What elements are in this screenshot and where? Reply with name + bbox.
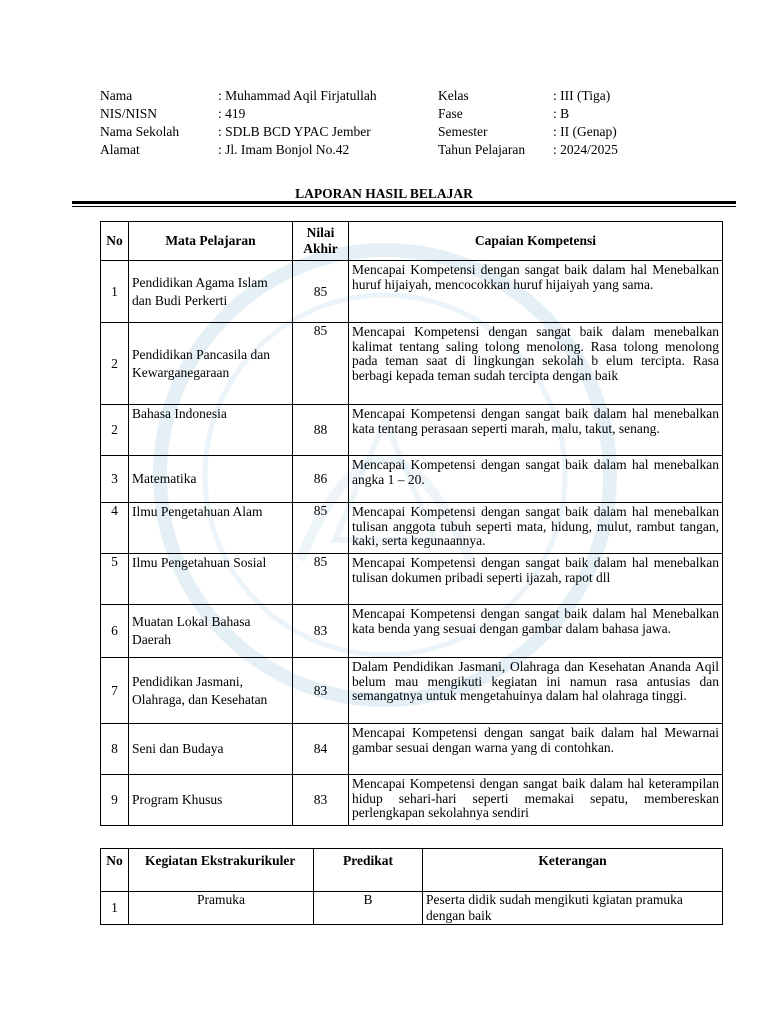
extracurricular-header-row xyxy=(101,849,723,892)
row-capaian: Mencapai Kompetensi dengan sangat baik dalam menebalkan kalimat tentang saling tolong menolong. Rasa tolong menolong pada teman saat di lingkungan sekolah b elum tercipta. Rasa berbagi kepada teman sudah tercipta dengan baik xyxy=(349,323,723,405)
row-no: 2 xyxy=(101,323,129,405)
info-row-3 xyxy=(100,123,660,141)
ekskul-header-kegiatan: Kegiatan Ekstrakurikuler xyxy=(129,849,314,892)
row-no: 3 xyxy=(101,456,129,503)
row-nilai: 85 xyxy=(293,323,349,405)
ekskul-row-predikat: B xyxy=(314,892,423,925)
row-capaian: Dalam Pendidikan Jasmani, Olahraga dan Kesehatan Ananda Aqil belum mau mengikuti kegiatan ini namun rasa antusias dan semangatnya untuk mengetahuinya dalam hal olahraga tinggi. xyxy=(349,658,723,724)
fase-value: : B xyxy=(553,106,570,121)
row-mapel: Pendidikan Jasmani, Olahraga, dan Kesehatan xyxy=(129,658,293,724)
row-nilai: 88 xyxy=(293,405,349,456)
row-no: 6 xyxy=(101,605,129,658)
row-no: 4 xyxy=(101,503,129,554)
header-no: No xyxy=(101,222,129,261)
header-capaian: Capaian Kompetensi xyxy=(349,222,723,261)
row-no: 1 xyxy=(101,261,129,323)
student-info xyxy=(100,87,660,159)
sekolah-label: Nama Sekolah xyxy=(100,124,180,139)
row-nilai: 83 xyxy=(293,658,349,724)
row-capaian: Mencapai Kompetensi dengan sangat baik dalam hal Menebalkan huruf hijaiyah, mencocokkan huruf hijaiyah yang sama. xyxy=(349,261,723,323)
report-title: LAPORAN HASIL BELAJAR xyxy=(295,186,473,201)
row-nilai: 85 xyxy=(293,554,349,605)
row-mapel: Muatan Lokal Bahasa Daerah xyxy=(129,605,293,658)
row-no: 5 xyxy=(101,554,129,605)
nama-label: Nama xyxy=(100,88,133,103)
table-row xyxy=(101,323,723,405)
row-nilai: 86 xyxy=(293,456,349,503)
row-capaian: Mencapai Kompetensi dengan sangat baik dalam hal menebalkan tulisan anggota tubuh seperti mata, hidung, mulut, rambut tangan, kaki, serta kegunaannya. xyxy=(349,503,723,554)
grades-table xyxy=(100,221,723,826)
row-mapel: Pendidikan Pancasila dan Kewarganegaraan xyxy=(129,323,293,405)
ekskul-header-predikat: Predikat xyxy=(314,849,423,892)
info-row-2 xyxy=(100,105,660,123)
table-row xyxy=(101,775,723,826)
row-nilai: 84 xyxy=(293,724,349,775)
row-nilai: 85 xyxy=(293,261,349,323)
header-nilai: Nilai Akhir xyxy=(293,222,349,261)
alamat-label: Alamat xyxy=(100,142,140,157)
row-capaian: Mencapai Kompetensi dengan sangat baik dalam hal menebalkan angka 1 – 20. xyxy=(349,456,723,503)
table-row xyxy=(101,892,723,925)
ekskul-row-no: 1 xyxy=(101,892,129,925)
fase-label: Fase xyxy=(438,106,463,121)
table-row xyxy=(101,605,723,658)
row-capaian: Mencapai Kompetensi dengan sangat baik dalam hal Mewarnai gambar sesuai dengan warna yang di contohkan. xyxy=(349,724,723,775)
table-row xyxy=(101,503,723,554)
row-mapel: Matematika xyxy=(129,456,293,503)
row-mapel: Program Khusus xyxy=(129,775,293,826)
info-row-4 xyxy=(100,141,660,159)
row-capaian: Mencapai Kompetensi dengan sangat baik dalam hal menebalkan tulisan dokumen pribadi seperti ijazah, rapot dll xyxy=(349,554,723,605)
title-rule-thin xyxy=(72,206,736,207)
row-mapel: Bahasa Indonesia xyxy=(129,405,293,456)
nis-value: : 419 xyxy=(218,106,246,121)
ekskul-header-no: No xyxy=(101,849,129,892)
table-row xyxy=(101,405,723,456)
row-mapel: Ilmu Pengetahuan Alam xyxy=(129,503,293,554)
row-nilai: 83 xyxy=(293,605,349,658)
row-capaian: Mencapai Kompetensi dengan sangat baik dalam hal keterampilan hidup sehari-hari seperti memakai sepatu, membereskan perlengkapan sekolahnya sendiri xyxy=(349,775,723,826)
info-row-1 xyxy=(100,87,660,105)
ekskul-header-keterangan: Keterangan xyxy=(423,849,723,892)
table-row xyxy=(101,724,723,775)
row-capaian: Mencapai Kompetensi dengan sangat baik dalam hal menebalkan kata tentang perasaan seperti marah, malu, takut, senang. xyxy=(349,405,723,456)
tahun-value: : 2024/2025 xyxy=(553,142,618,157)
ekskul-row-keterangan: Peserta didik sudah mengikuti kgiatan pramuka dengan baik xyxy=(423,892,723,925)
grades-header-row xyxy=(101,222,723,261)
row-no: 9 xyxy=(101,775,129,826)
row-capaian: Mencapai Kompetensi dengan sangat baik dalam hal Menebalkan kata benda yang sesuai dengan gambar dalam bahasa jawa. xyxy=(349,605,723,658)
semester-value: : II (Genap) xyxy=(553,124,617,139)
nama-value: : Muhammad Aqil Firjatullah xyxy=(218,88,377,103)
extracurricular-table xyxy=(100,848,723,925)
table-row xyxy=(101,554,723,605)
kelas-value: : III (Tiga) xyxy=(553,88,611,103)
semester-label: Semester xyxy=(438,124,488,139)
nis-label: NIS/NISN xyxy=(100,106,158,121)
row-no: 7 xyxy=(101,658,129,724)
row-nilai: 85 xyxy=(293,503,349,554)
row-mapel: Pendidikan Agama Islam dan Budi Perkerti xyxy=(129,261,293,323)
row-mapel: Ilmu Pengetahuan Sosial xyxy=(129,554,293,605)
row-mapel: Seni dan Budaya xyxy=(129,724,293,775)
table-row xyxy=(101,456,723,503)
row-no: 2 xyxy=(101,405,129,456)
title-rule-thick xyxy=(72,201,736,204)
table-row xyxy=(101,658,723,724)
tahun-label: Tahun Pelajaran xyxy=(438,142,526,157)
header-mapel: Mata Pelajaran xyxy=(129,222,293,261)
sekolah-value: : SDLB BCD YPAC Jember xyxy=(218,124,371,139)
alamat-value: : Jl. Imam Bonjol No.42 xyxy=(218,142,350,157)
table-row xyxy=(101,261,723,323)
row-nilai: 83 xyxy=(293,775,349,826)
ekskul-row-kegiatan: Pramuka xyxy=(129,892,314,925)
row-no: 8 xyxy=(101,724,129,775)
kelas-label: Kelas xyxy=(438,88,469,103)
